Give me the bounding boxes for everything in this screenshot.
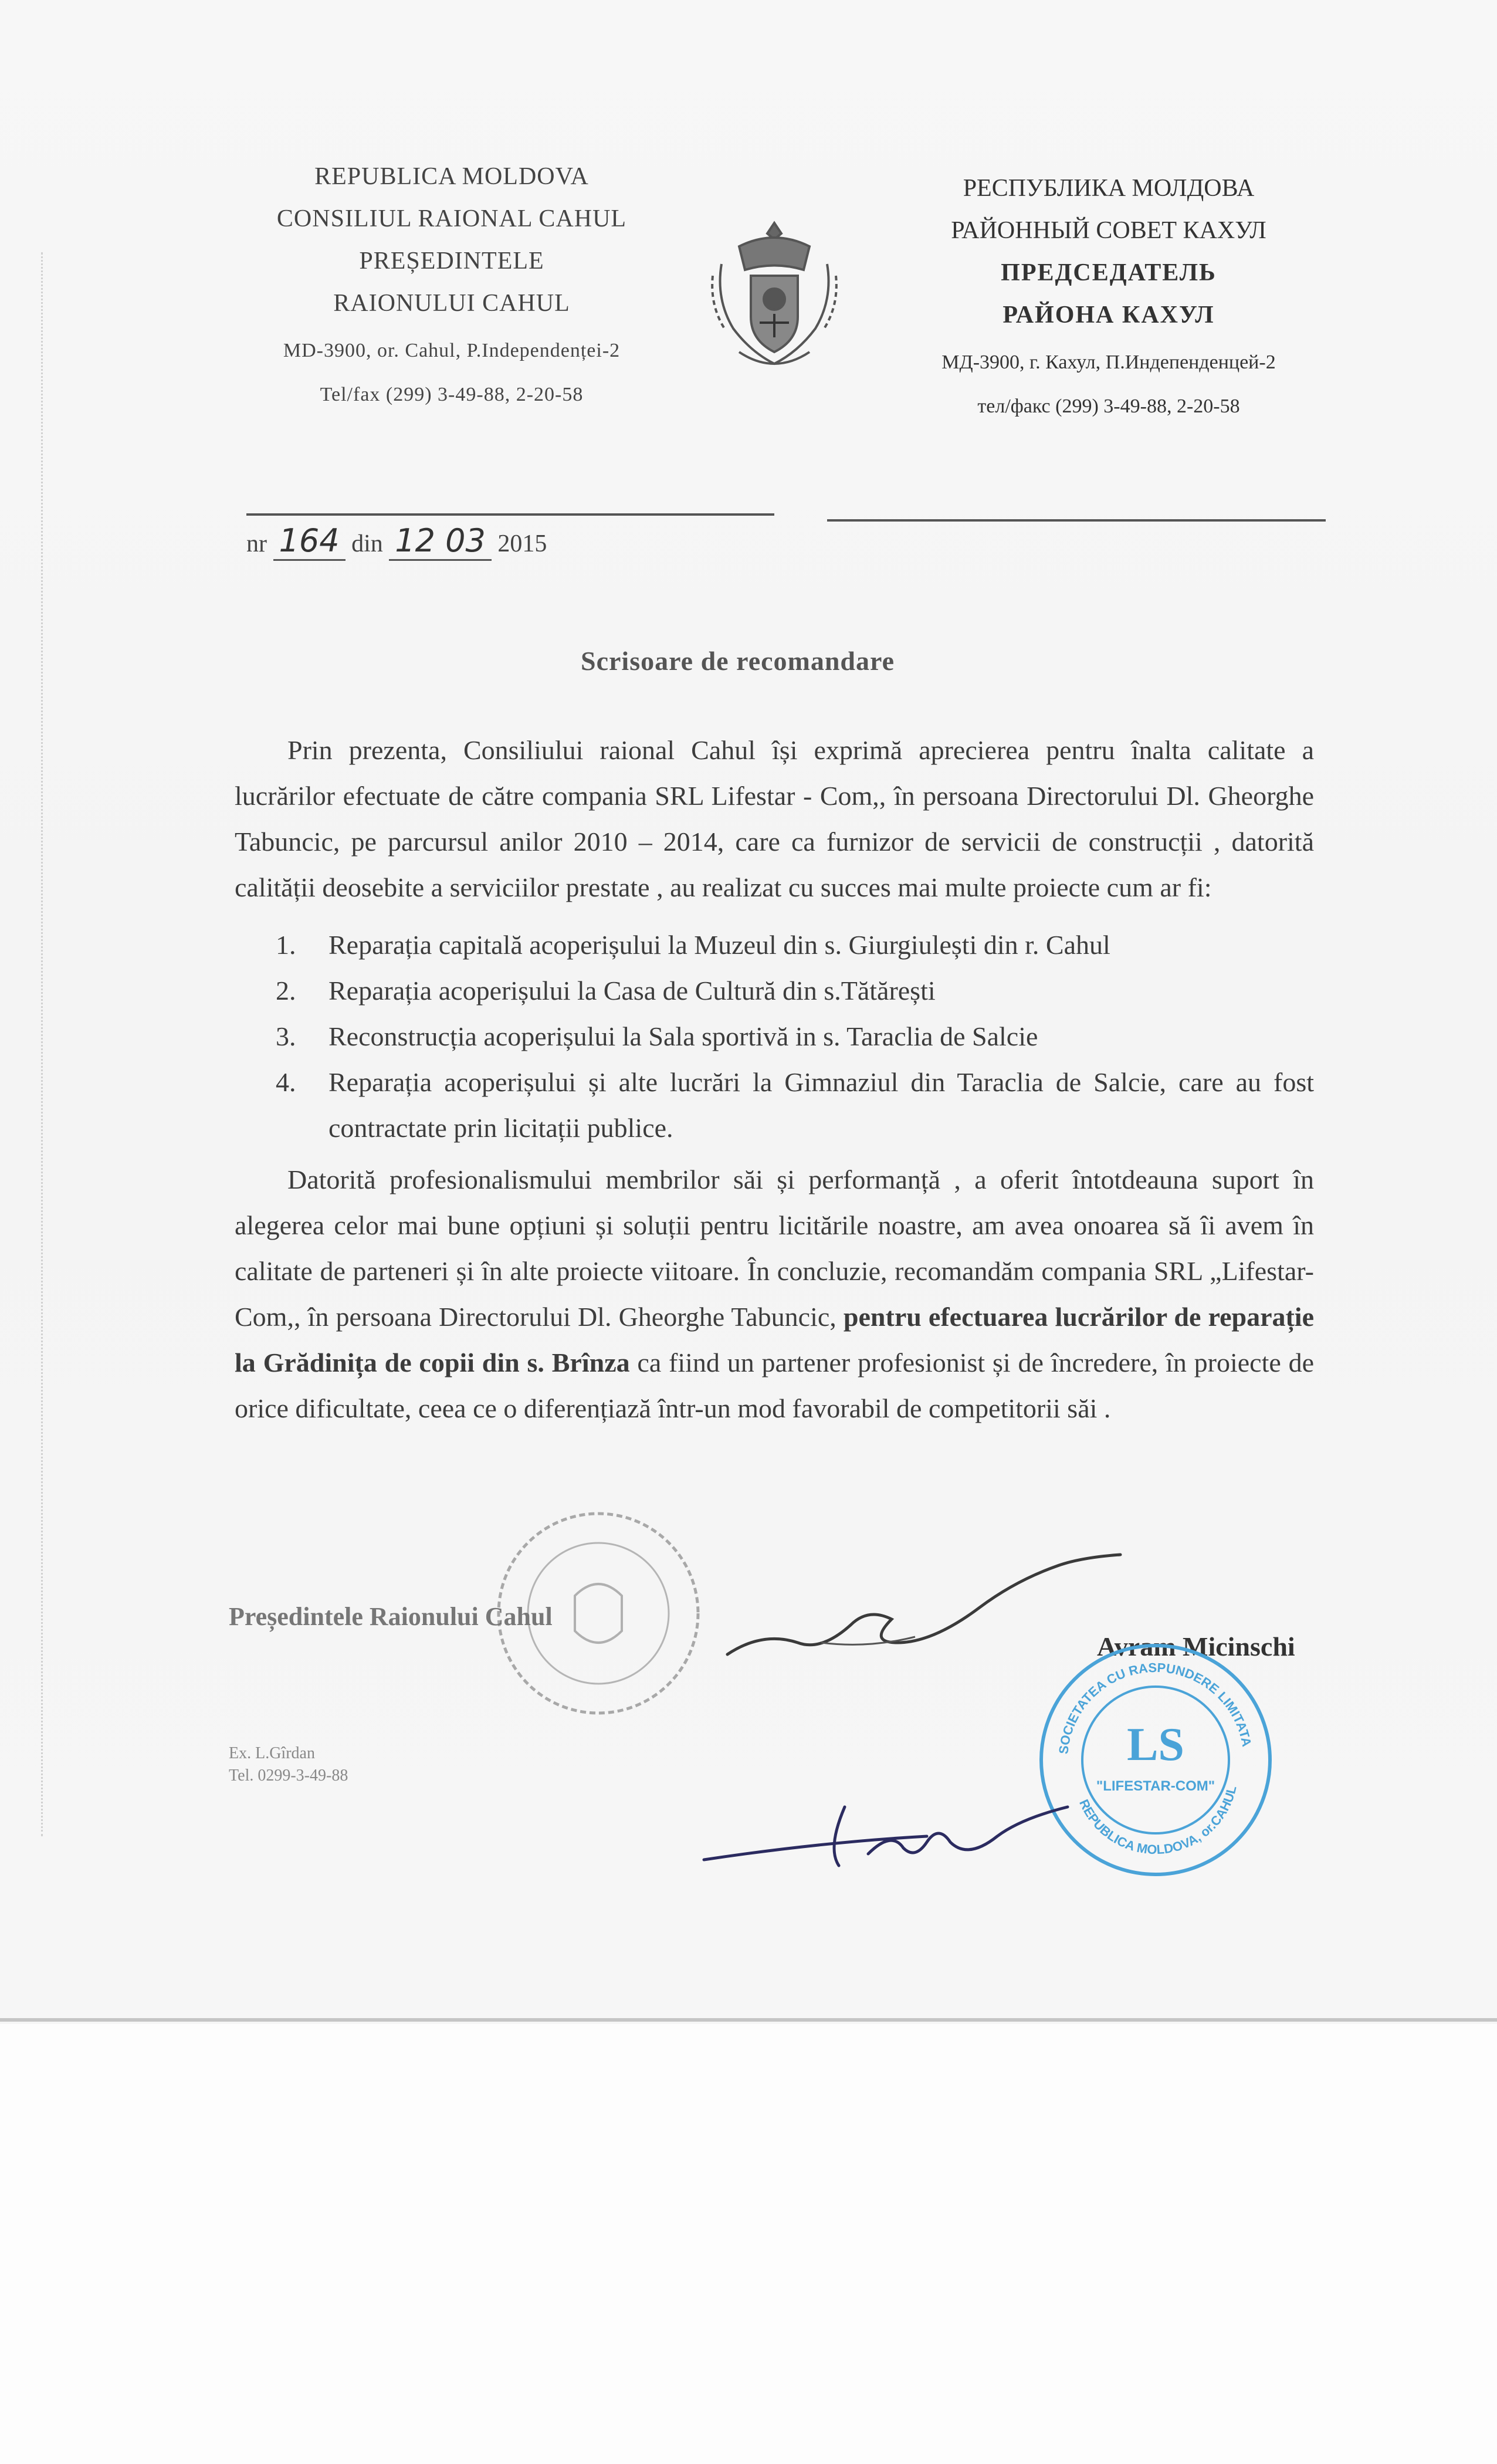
executor-name: Ex. L.Gîrdan [229,1744,315,1762]
header-council-ru: РАЙОННЫЙ СОВЕТ КАХУЛ [951,217,1266,244]
executor-phone: Tel. 0299-3-49-88 [229,1766,348,1785]
letter-body [235,727,1314,1431]
scan-artifact [41,252,48,1836]
header-country-ru: РЕСПУБЛИКА МОЛДОВА [963,175,1255,202]
list-item: 3. Reconstrucția acoperișului la Sala sportivă in s. Taraclia de Salcie [276,1021,1038,1051]
letter-title: Scrisoare de recomandare [581,646,895,676]
header-divider-right [827,519,1326,522]
header-phone-ru: тел/факс (299) 3-49-88, 2-20-58 [977,395,1240,417]
stamp-company-text: "LIFESTAR-COM" [1096,1778,1215,1794]
header-russian [845,167,1373,424]
project-list [235,922,1314,1151]
conclusion-text-bold: pentru efectuarea lucrărilor de reparație la Grădinița de copii din s. Brînza [235,1302,1315,1377]
reference-number: 164 [273,522,346,561]
header-phone: Tel/fax (299) 3-49-88, 2-20-58 [320,384,584,405]
stamp-top-text: SOCIETATEA CU RASPUNDERE LIMITATA [1056,1660,1255,1755]
header-country: REPUBLICA MOLDOVA [314,163,589,190]
reference-line [246,522,547,561]
stamp-center-text: LS [1127,1719,1184,1771]
scan-bottom-edge [0,2018,1497,2022]
executor-info [229,1742,348,1787]
paragraph-conclusion [235,1157,1314,1431]
coat-of-arms-icon [704,211,845,387]
list-item: 4. Reparația acoperișului și alte lucrări la Gimnaziul din Taraclia de Salcie, care au fost contractate prin licitații publice. [276,1067,1314,1143]
header-district: RAIONULUI CAHUL [333,290,570,317]
header-divider-left [246,513,774,516]
company-signature-icon [692,1783,1103,1901]
paragraph-intro: Prin prezenta, Consiliului raional Cahul își exprimă aprecierea pentru înalta calitate a lucrărilor efectuate de către compania SRL Lifestar - Com,, în persoana Directorului Dl. Gheorghe Tabuncic, pe parcursul anilor 2010 – 2014, care ca furnizor de servicii de construcții , datorită calității deosebite a serviciilor prestate , au realizat cu succes mai multe proiecte cum ar fi: [235,735,1314,902]
header-address: MD-3900, or. Cahul, P.Independenței-2 [283,340,621,361]
header-romanian [194,155,710,412]
header-address-ru: МД-3900, г. Кахул, П.Индепенденцей-2 [941,351,1276,373]
header-council: CONSILIUL RAIONAL CAHUL [276,205,627,232]
reference-date: 12 03 [389,522,492,561]
reference-din: din [351,530,383,557]
header-president: PREȘEDINTELE [359,248,544,275]
header-president-ru: ПРЕДСЕДАТЕЛЬ [1001,259,1217,286]
signatory-name: Avram Micinschi [1097,1632,1295,1661]
list-item: 2. Reparația acoperișului la Casa de Cultură din s.Tătărești [276,976,936,1006]
conclusion-text-a: Datorită profesionalismului membrilor săi și performanță , a oferit întotdeauna suport în alegerea celor mai bune opțiuni și soluții pentru licitările noastre, am avea onoarea să îi avem în calitate de parteneri și în alte proiecte viitoare. În concluzie, recomandăm compania SRL „Lifestar- Com,, în persoana Directorului Dl. Gheorghe Tabuncic, [235,1165,1314,1332]
list-item: 1. Reparația capitală acoperișului la Muzeul din s. Giurgiulești din r. Cahul [276,930,1110,960]
header-district-ru: РАЙОНА КАХУЛ [1002,302,1215,329]
reference-prefix: nr [246,530,267,557]
stamp-bottom-text: REPUBLICA MOLDOVA, or.CAHUL [1076,1784,1239,1857]
signatory-title: Președintele Raionului Cahul [229,1602,553,1631]
conclusion-text-b: ca fiind un partener profesionist și de încredere, în proiecte de orice dificultate, ceea ce o diferențiază într-un mod favorabil de competitorii săi . [235,1348,1315,1423]
reference-year: 2015 [497,530,547,557]
